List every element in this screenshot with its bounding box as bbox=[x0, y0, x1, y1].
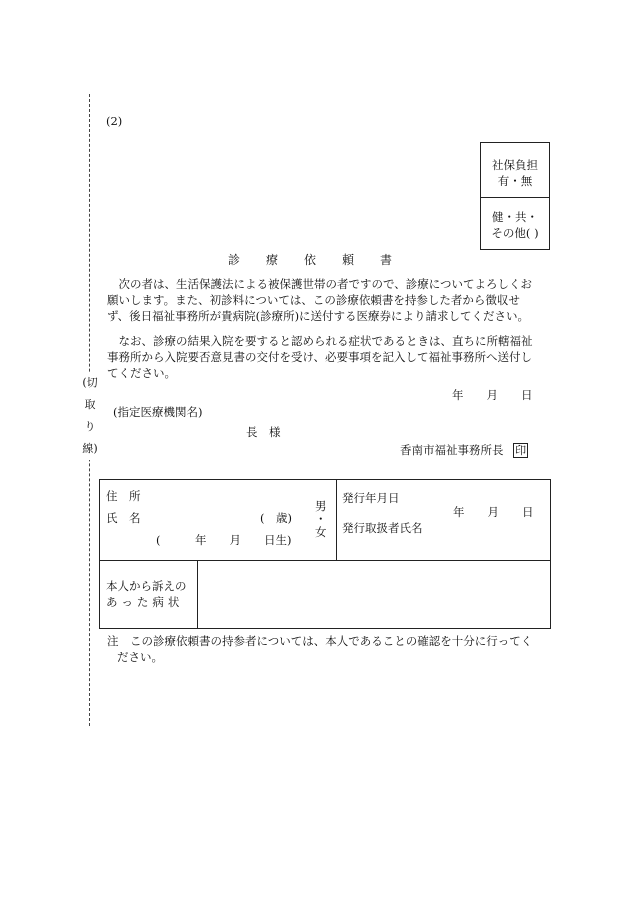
date-line: 年 月 日 bbox=[452, 388, 533, 402]
designated-institution: (指定医療機関名) bbox=[113, 405, 203, 419]
name-label: 氏 名 bbox=[106, 511, 141, 525]
paragraph-2 bbox=[107, 333, 553, 381]
insurance-line3: 健・共・ bbox=[492, 210, 538, 224]
gender-field bbox=[315, 500, 327, 539]
gender-male: 男 bbox=[315, 499, 327, 513]
table-divider-lower bbox=[197, 560, 198, 628]
symptom-label-2: あった病状 bbox=[106, 595, 184, 609]
paragraph-2-line: なお、診療の結果入院を要すると認められる症状であるときは、直ちに所轄福祉 bbox=[118, 334, 533, 348]
table-divider-upper bbox=[336, 480, 337, 560]
section-number: (2) bbox=[106, 114, 123, 128]
paragraph-2-line: てください。 bbox=[107, 366, 176, 380]
table-divider-horizontal bbox=[100, 560, 550, 561]
insurance-box-divider bbox=[481, 197, 549, 198]
cut-line-label-char: り bbox=[84, 420, 96, 433]
insurance-line4: その他( ) bbox=[491, 226, 539, 240]
note-line-1: 注 この診療依頼書の持参者については、本人であることの確認を十分に行ってく bbox=[107, 634, 533, 648]
insurance-box-bottom bbox=[481, 209, 549, 241]
address-label: 住 所 bbox=[106, 489, 141, 503]
paragraph-1 bbox=[107, 276, 553, 324]
seal-mark: 印 bbox=[515, 444, 527, 457]
paragraph-1-line: 次の者は、生活保護法による被保護世帯の者ですので、診療についてよろしくお bbox=[118, 277, 533, 291]
age-field: ( 歳) bbox=[260, 511, 292, 525]
cut-line-label-char: 取 bbox=[84, 398, 96, 411]
birth-date-field: ( 年 月 日生) bbox=[156, 533, 292, 547]
gender-separator: ・ bbox=[315, 512, 327, 526]
issuer-label: 発行取扱者氏名 bbox=[342, 521, 423, 535]
insurance-box bbox=[480, 142, 550, 250]
cut-line-label-char: 線) bbox=[82, 442, 98, 455]
gender-female: 女 bbox=[315, 525, 327, 539]
paragraph-2-line: 事務所から入院要否意見書の交付を受け、必要事項を記入して福祉事務所へ送付し bbox=[107, 350, 533, 364]
issue-date-label: 発行年月日 bbox=[342, 491, 400, 505]
honorific: 長 様 bbox=[246, 425, 281, 439]
insurance-line1: 社保負担 bbox=[492, 158, 538, 172]
sender: 香南市福祉事務所長 bbox=[400, 443, 504, 457]
paragraph-1-line: ず、後日福祉事務所が貴病院(診療所)に送付する医療券により請求してください。 bbox=[107, 309, 530, 323]
patient-table bbox=[99, 479, 551, 629]
note-line-2: ださい。 bbox=[117, 650, 163, 664]
insurance-box-top bbox=[481, 157, 549, 189]
document-title: 診療依頼書 bbox=[228, 253, 419, 267]
sender-line bbox=[400, 442, 528, 458]
issue-date-value: 年 月 日 bbox=[453, 505, 534, 519]
insurance-line2: 有・無 bbox=[497, 174, 533, 188]
cut-line-label bbox=[82, 372, 98, 460]
paragraph-1-line: 願いします。また、初診料については、この診療依頼書を持参した者から徴収せ bbox=[107, 293, 520, 307]
cut-line-label-char: (切 bbox=[82, 376, 98, 389]
symptom-label-1: 本人から訴えの bbox=[106, 579, 187, 593]
